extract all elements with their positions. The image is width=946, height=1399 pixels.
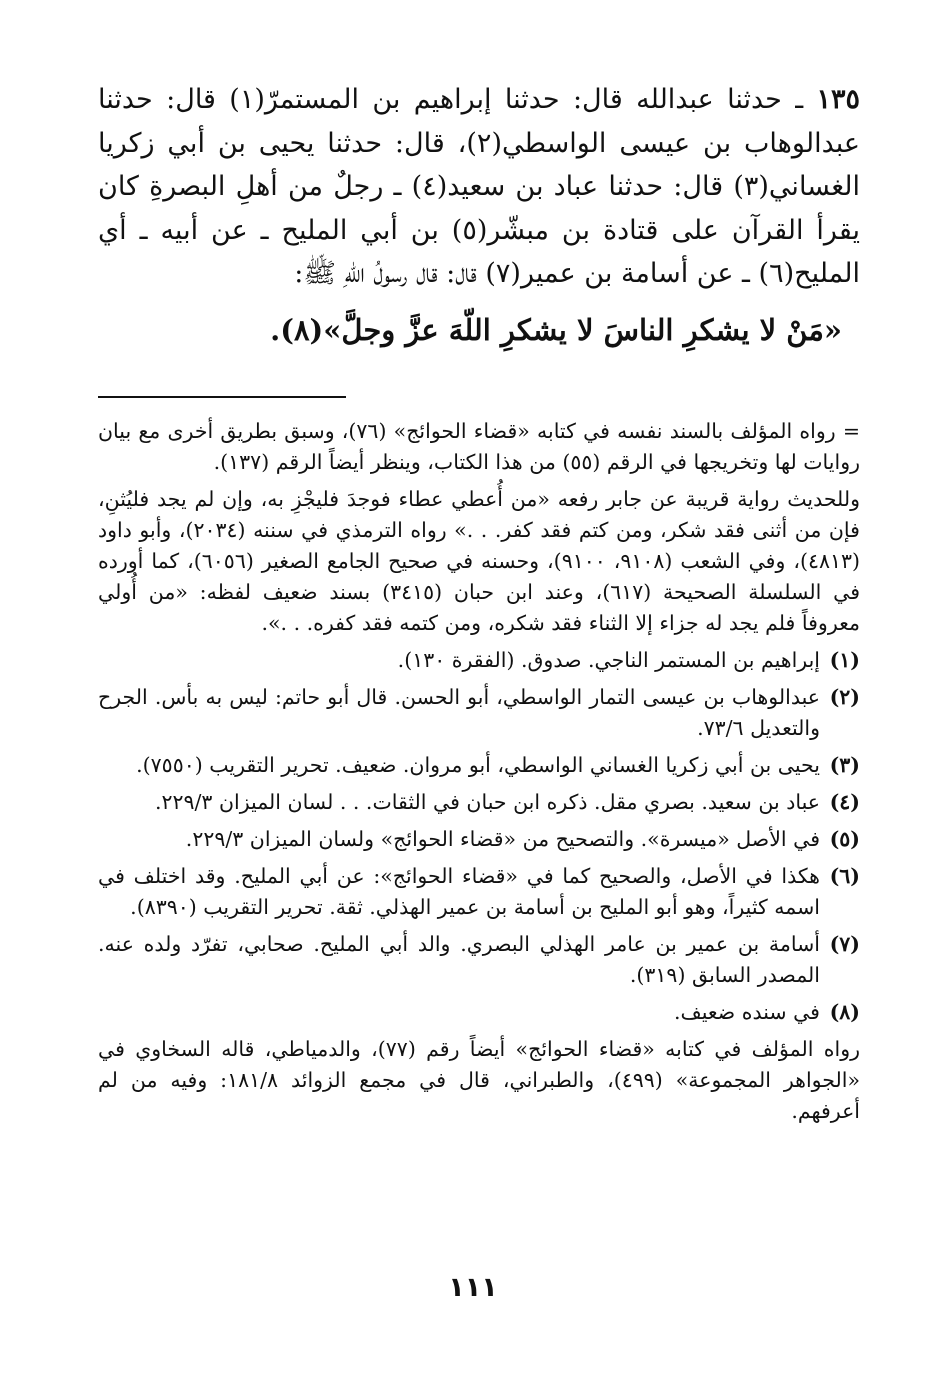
footnote-item [98,824,860,855]
footnote-item [98,645,860,676]
footnote-item [98,787,860,818]
footnote-number: (٨) [829,999,860,1024]
footnote-final: رواه المؤلف في كتابه «قضاء الحوائج» أيضاً رقم (٧٧)، والدمياطي، قاله السخاوي في «الجواهر المجموعة» (٤٩٩)، والطبراني، قال في مجمع الزوائد ١٨١/٨: وفيه من لم أعرفهم. [98,1036,860,1123]
main-paragraph [98,78,860,296]
footnote-text: في الأصل «ميسرة». والتصحيح من «قضاء الحوائج» ولسان الميزان ٢٢٩/٣. [185,826,820,851]
footnote-number: (٦) [829,863,860,888]
footnote-number: (١) [829,647,860,672]
footnote-text: يحيى بن أبي زكريا الغساني الواسطي، أبو مروان. ضعيف. تحرير التقريب (٧٥٥٠). [136,752,820,777]
footnote-text: هكذا في الأصل، والصحيح كما في «قضاء الحوائج»: عن أبي المليح. وقد اختلف في اسمه كثيراً، وهو أبو المليح بن أسامة بن عمير الهذلي. ثقة. تحرير التقريب (٨٣٩٠). [98,863,820,919]
footnote-number: (٤) [829,789,860,814]
footnote-item [98,929,860,991]
hadith-text: «مَنْ لا يشكرِ الناسَ لا يشكرِ اللّهَ عزَّ وجلَّ»(٨). [270,312,842,347]
footnote-item [98,997,860,1028]
footnote-text: في سنده ضعيف. [673,999,820,1024]
footnote-number: (٣) [829,752,860,777]
footnote-number: (٥) [829,826,860,851]
footnote-text: عباد بن سعيد. بصري مقل. ذكره ابن حبان في الثقات. . . لسان الميزان ٢٢٩/٣. [154,789,820,814]
footnote-separator [98,396,346,398]
footnote-text: عبدالوهاب بن عيسى التمار الواسطي، أبو الحسن. قال أبو حاتم: ليس به بأس. الجرح والتعديل ٧٣/٦. [98,684,820,740]
footnote-continuation: = رواه المؤلف بالسند نفسه في كتابه «قضاء الحوائج» (٧٦)، وسبق بطريق أخرى مع بيان روايات لها وتخريجها في الرقم (٥٥) من هذا الكتاب، وينظر أيضاً الرقم (١٣٧). [98,418,861,474]
hadith-number: ١٣٥ [816,84,860,115]
footnote-number: (٢) [829,684,860,709]
footnote-item [98,682,860,744]
page-content [98,78,860,1133]
footnote-number: (٧) [829,931,860,956]
footnote-continuation-2: وللحديث رواية قريبة عن جابر رفعه «من أُعطي عطاء فوجدَ فليجْزِ به، وإن لم يجد فليُثنِ، فإن من أثنى فقد شكر، ومن كتم فقد كفر. . .» رواه الترمذي في سننه (٢٠٣٤)، وأبو داود (٤٨١٣)، وفي الشعب (٩١٠٨، ٩١٠٠)، وحسنه في صحيح الجامع الصغير (٦٠٥٦)، كما أورده في السلسلة الصحيحة (٦١٧)، وعند ابن حبان (٣٤١٥) بسند ضعيف لفظه: «من أُولي معروفاً فلم يجد له جزاء إلا الثناء فقد شكره، ومن كتمه فقد كفره. . .». [98,486,860,635]
isnad-text: ـ حدثنا عبدالله قال: حدثنا إبراهيم بن المستمرّ(١) قال: حدثنا عبدالوهاب بن عيسى الواسطي(٢)، قال: حدثنا يحيى بن أبي زكريا الغساني(٣) قال: حدثنا عباد بن سعيد(٤) ـ رجلٌ من أهلِ البصرةِ كان يقرأ القرآن على قتادة بن مبشّر(٥) بن أبي المليح ـ عن أبيه ـ أي المليح(٦) ـ عن أسامة بن عمير(٧) قال: قال رسولُ اللّهِ ﷺ: [98,84,861,289]
footnote-text: أسامة بن عمير بن عامر الهذلي البصري. والد أبي المليح. صحابي، تفرّد ولده عنه. المصدر السابق (٣١٩). [98,931,820,987]
footnote-text: إبراهيم بن المستمر الناجي. صدوق. (الفقرة ١٣٠). [397,647,820,672]
page-number: ١١١ [448,1272,498,1303]
footnote-item [98,750,860,781]
footnote-item [98,861,860,923]
